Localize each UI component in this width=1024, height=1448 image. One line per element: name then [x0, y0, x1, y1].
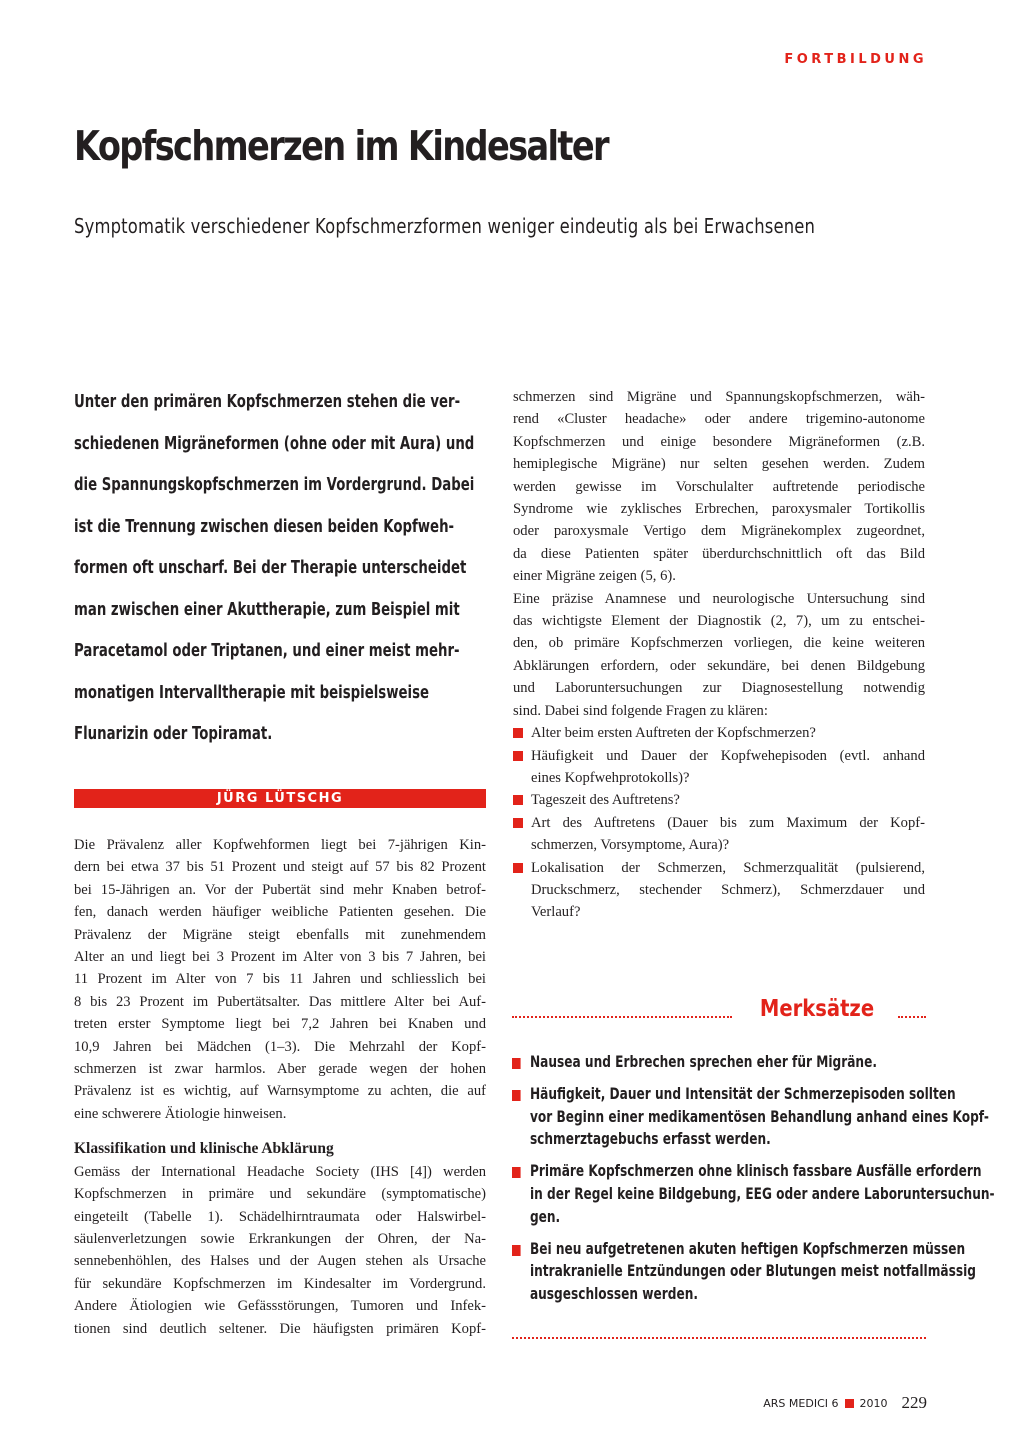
- text-line: das wichtigste Element der Diagnostik (2, 7), um zu entschei-: [513, 613, 925, 630]
- text-line: eine schwerere Ätiologie hinweisen.: [74, 1105, 287, 1122]
- text-line: Verlauf?: [531, 904, 581, 921]
- dotted-divider: [898, 1016, 926, 1018]
- text-line: Nausea und Erbrechen sprechen eher für Migräne.: [529, 1053, 877, 1071]
- prevalence-paragraph: [74, 834, 486, 1125]
- lead-line: Flunarizin oder Topiramat.: [74, 724, 273, 744]
- text-line: Prävalenz der Migräne steigt ebenfalls mit zunehmendem: [74, 926, 486, 943]
- list-item: [513, 812, 925, 857]
- journal-name: ARS MEDICI 6: [763, 1396, 839, 1410]
- classification-heading: Klassifikation und klinische Abklärung: [74, 1140, 334, 1158]
- text-line: 8 bis 23 Prozent im Pubertätsalter. Das mittlere Alter bei Auf-: [74, 993, 486, 1010]
- text-line: Prävalenz ist es wichtig, auf Warnsymptome zu achten, die auf: [74, 1083, 486, 1100]
- text-line: für sekundäre Kopfschmerzen im Kindesalter im Vordergrund.: [74, 1275, 486, 1292]
- text-line: Eine präzise Anamnese und neurologische Untersuchung sind: [513, 590, 925, 607]
- text-line: einer Migräne zeigen (5, 6).: [513, 568, 676, 585]
- left-column: [74, 834, 486, 1340]
- text-line: fen, danach werden häufiger weibliche Patienten gesehen. Die: [74, 904, 486, 921]
- list-item: [513, 857, 925, 924]
- migraine-paragraph: [513, 386, 925, 588]
- text-line: Primäre Kopfschmerzen ohne klinisch fassbare Ausfälle erfordern: [529, 1162, 982, 1181]
- text-line: treten erster Symptome liegt bei 7,2 Jahren bei Knaben und: [74, 1016, 486, 1033]
- text-line: gen.: [529, 1207, 561, 1226]
- text-line: tionen sind deutlich seltener. Die häufigsten primären Kopf-: [74, 1320, 486, 1337]
- text-line: Alter beim ersten Auftreten der Kopfschmerzen?: [531, 725, 816, 742]
- list-item: [512, 1083, 989, 1151]
- lead-line: Paracetamol oder Triptanen, und einer meist mehr-: [74, 641, 460, 661]
- bullet-square-icon: [513, 818, 523, 828]
- list-item: [512, 1160, 995, 1228]
- text-line: den, ob primäre Kopfschmerzen vorliegen, die keine weiteren: [513, 635, 925, 652]
- text-line: 10,9 Jahren bei Mädchen (1–3). Die Mehrzahl der Kopf-: [74, 1038, 486, 1055]
- lead-line: man zwischen einer Akuttherapie, zum Beispiel mit: [74, 599, 460, 620]
- list-item: [513, 745, 925, 790]
- text-line: eingeteilt (Tabelle 1). Schädelhirntraumata oder Halswirbel-: [74, 1208, 486, 1225]
- bullet-square-icon: [512, 1167, 521, 1178]
- text-line: Häufigkeit und Dauer der Kopfwehepisoden (evtl. anhand: [531, 747, 925, 764]
- text-line: rend «Cluster headache» oder andere trigemino-autonome: [513, 411, 925, 428]
- classification-paragraph: [74, 1161, 486, 1340]
- bullet-square-icon: [513, 728, 523, 738]
- list-item: [513, 722, 925, 744]
- text-line: säulenverletzungen sowie Erkrankungen der Ohren, der Na-: [74, 1230, 486, 1247]
- lead-line: monatigen Intervalltherapie mit beispielsweise: [74, 682, 430, 703]
- right-column: [513, 386, 925, 924]
- page-footer: [763, 1393, 927, 1413]
- text-line: Lokalisation der Schmerzen, Schmerzqualität (pulsierend,: [531, 859, 925, 876]
- lead-line: Unter den primären Kopfschmerzen stehen die ver-: [74, 392, 461, 412]
- text-line: Alter an und liegt bei 3 Prozent im Alter von 3 bis 7 Jahren, bei: [74, 949, 486, 966]
- text-line: Bei neu aufgetretenen akuten heftigen Kopfschmerzen müssen: [529, 1239, 966, 1258]
- merksaetze-list: [512, 1051, 995, 1315]
- lead-line: die Spannungskopfschmerzen im Vordergrund. Dabei: [74, 475, 475, 495]
- text-line: sind. Dabei sind folgende Fragen zu klären:: [513, 702, 768, 719]
- text-line: 11 Prozent im Alter von 7 bis 11 Jahren und schliesslich bei: [74, 971, 486, 988]
- lead-paragraph: [74, 382, 487, 756]
- dotted-divider: [512, 1337, 926, 1339]
- list-item: [513, 789, 925, 811]
- text-line: schmerzen sind Migräne und Spannungskopfschmerzen, wäh-: [513, 389, 925, 405]
- text-line: werden gewisse im Vorschulalter auftretende periodische: [513, 478, 925, 495]
- lead-line: schiedenen Migräneformen (ohne oder mit Aura) und: [74, 433, 475, 454]
- list-item: [512, 1238, 976, 1306]
- section-label: FORTBILDUNG: [784, 52, 927, 67]
- article-title: Kopfschmerzen im Kindesalter: [74, 122, 608, 170]
- bullet-square-icon: [513, 863, 523, 873]
- text-line: Kopfschmerzen und einige besondere Migräneformen (z.B.: [513, 433, 925, 450]
- bullet-square-icon: [512, 1090, 521, 1101]
- bullet-square-icon: [513, 795, 523, 805]
- text-line: schmerzen, Vorsymptome, Aura)?: [531, 837, 730, 854]
- text-line: dern bei etwa 37 bis 51 Prozent und steigt auf 57 bis 82 Prozent: [74, 859, 486, 876]
- bullet-square-icon: [513, 751, 523, 761]
- text-line: vor Beginn einer medikamentösen Behandlung anhand eines Kopf-: [529, 1107, 989, 1126]
- article-subtitle: Symptomatik verschiedener Kopfschmerzformen weniger eindeutig als bei Erwachsenen: [74, 214, 816, 238]
- text-line: schmerzen ist zwar harmlos. Aber gerade wegen der hohen: [74, 1061, 486, 1078]
- diagnostics-paragraph: [513, 588, 925, 722]
- text-line: Druckschmerz, stechender Schmerz), Schmerzdauer und: [531, 881, 925, 898]
- question-list: [513, 722, 925, 924]
- text-line: Andere Ätiologien wie Gefässstörungen, Tumoren und Infek-: [74, 1298, 486, 1315]
- text-line: Art des Auftretens (Dauer bis zum Maximum der Kopf-: [531, 814, 925, 831]
- text-line: Tageszeit des Auftretens?: [531, 792, 680, 809]
- text-line: Gemäss der International Headache Society (IHS [4]) werden: [74, 1163, 486, 1180]
- dotted-divider: [512, 1016, 732, 1018]
- text-line: hemiplegische Migräne) nur selten gesehen werden. Zudem: [513, 456, 925, 473]
- text-line: und Laboruntersuchungen zur Diagnosestellung notwendig: [513, 680, 925, 697]
- lead-line: formen oft unscharf. Bei der Therapie unterscheidet: [74, 558, 467, 578]
- text-line: eines Kopfwehprotokolls)?: [531, 769, 690, 786]
- separator-square-icon: [845, 1399, 854, 1408]
- bullet-square-icon: [512, 1058, 521, 1069]
- journal-year: 2010: [859, 1396, 888, 1410]
- page-number: 229: [901, 1393, 927, 1412]
- text-line: oder paroxysmale Vertigo dem Migränekomplex zugeordnet,: [513, 523, 925, 540]
- text-line: intrakranielle Entzündungen oder Blutungen meist notfallmässig: [529, 1262, 976, 1281]
- text-line: ausgeschlossen werden.: [529, 1285, 698, 1304]
- merksaetze-title: Merksätze: [759, 996, 875, 1022]
- text-line: Abklärungen erfordern, oder sekundäre, bei denen Bildgebung: [513, 657, 925, 674]
- list-item: [512, 1051, 918, 1074]
- text-line: da diese Patienten später überdurchschnittlich oft das Bild: [513, 545, 925, 562]
- text-line: in der Regel keine Bildgebung, EEG oder andere Laboruntersuchun-: [529, 1184, 995, 1203]
- text-line: Kopfschmerzen in primäre und sekundäre (symptomatische): [74, 1186, 486, 1203]
- bullet-square-icon: [512, 1245, 521, 1256]
- author-bar: JÜRG LÜTSCHG: [74, 789, 486, 808]
- text-line: sennebenhöhlen, des Halses und der Augen stehen als Ursache: [74, 1253, 486, 1270]
- text-line: Syndrome wie zyklisches Erbrechen, paroxysmaler Tortikollis: [513, 501, 925, 518]
- text-line: schmerztagebuchs erfasst werden.: [529, 1130, 771, 1149]
- text-line: Häufigkeit, Dauer und Intensität der Schmerzepisoden sollten: [529, 1084, 956, 1103]
- lead-line: ist die Trennung zwischen diesen beiden Kopfweh-: [74, 516, 455, 537]
- text-line: bei 15-Jährigen an. Vor der Pubertät sind mehr Knaben betrof-: [74, 881, 486, 898]
- text-line: Die Prävalenz aller Kopfwehformen liegt bei 7-jährigen Kin-: [74, 837, 486, 853]
